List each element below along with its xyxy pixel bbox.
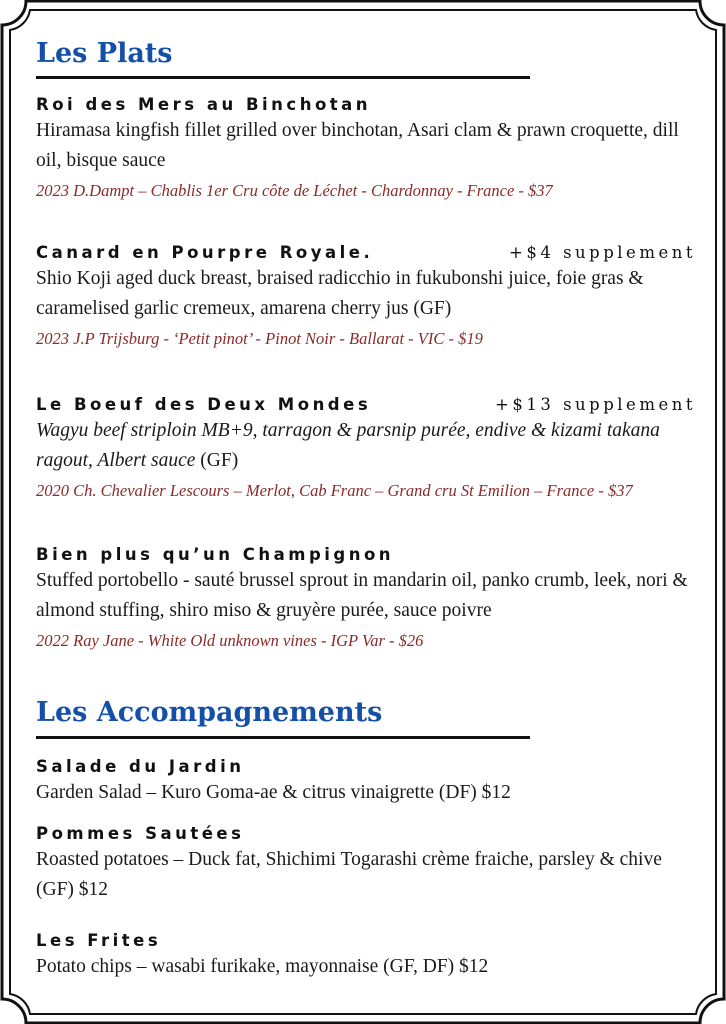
wine-pairing: 2023 J.P Trijsburg - ‘Petit pinot’ - Pinot Noir - Ballarat - VIC - $19 bbox=[36, 329, 483, 348]
dish-description: Roasted potatoes – Duck fat, Shichimi Togarashi crème fraiche, parsley & chive (GF) $12 bbox=[36, 849, 662, 900]
dish-name: Canard en Pourpre Royale. bbox=[36, 243, 374, 262]
supplement-price: +$13 supplement bbox=[495, 395, 696, 414]
dish-name: Pommes Sautées bbox=[36, 824, 245, 843]
side-pommes-sautees bbox=[36, 823, 696, 905]
dish-description: Shio Koji aged duck breast, braised radicchio in fukubonshi juice, foie gras & caramelised garlic cremeux, amarena cherry jus (GF) bbox=[36, 268, 644, 319]
dish-description: Stuffed portobello - sauté brussel sprout in mandarin oil, panko crumb, leek, nori & almond stuffing, shiro miso & gruyère purée, sauce poivre bbox=[36, 570, 688, 621]
section-title-les-plats: Les Plats bbox=[36, 38, 173, 69]
wine-pairing: 2022 Ray Jane - White Old unknown vines - IGP Var - $26 bbox=[36, 631, 424, 650]
dish-description: Potato chips – wasabi furikake, mayonnaise (GF, DF) $12 bbox=[36, 956, 489, 977]
section-divider bbox=[36, 76, 530, 79]
dish-name: Salade du Jardin bbox=[36, 757, 245, 776]
side-salade-du-jardin bbox=[36, 756, 696, 808]
dish-canard-en-pourpre bbox=[36, 242, 696, 352]
dish-description bbox=[36, 416, 696, 476]
dish-name: Roi des Mers au Binchotan bbox=[36, 95, 372, 114]
section-divider bbox=[36, 736, 530, 739]
description-part: (GF) bbox=[200, 450, 239, 471]
dish-bien-plus-champignon bbox=[36, 544, 696, 654]
wine-pairing: 2020 Ch. Chevalier Lescours – Merlot, Cab Franc – Grand cru St Emilion – France - $37 bbox=[36, 481, 633, 500]
side-les-frites bbox=[36, 930, 696, 982]
dish-description: Hiramasa kingfish fillet grilled over binchotan, Asari clam & prawn croquette, dill oil, bisque sauce bbox=[36, 120, 679, 171]
supplement-price: +$4 supplement bbox=[509, 243, 696, 262]
dish-name-row bbox=[36, 242, 696, 264]
dish-name: Le Boeuf des Deux Mondes bbox=[36, 395, 372, 414]
wine-pairing: 2023 D.Dampt – Chablis 1er Cru côte de Léchet - Chardonnay - France - $37 bbox=[36, 181, 553, 200]
description-part: tarragon & parsnip purée, endive & kizami takana ragout, Albert sauce bbox=[36, 420, 660, 471]
dish-le-boeuf bbox=[36, 394, 696, 504]
section-title-les-accompagnements: Les Accompagnements bbox=[36, 697, 383, 728]
dish-roi-des-mers bbox=[36, 94, 696, 204]
dish-description: Garden Salad – Kuro Goma-ae & citrus vinaigrette (DF) $12 bbox=[36, 782, 511, 803]
description-part: Wagyu beef striploin MB+9, bbox=[36, 420, 263, 441]
dish-name: Bien plus qu’un Champignon bbox=[36, 545, 395, 564]
dish-name-row bbox=[36, 394, 696, 416]
dish-name: Les Frites bbox=[36, 931, 162, 950]
